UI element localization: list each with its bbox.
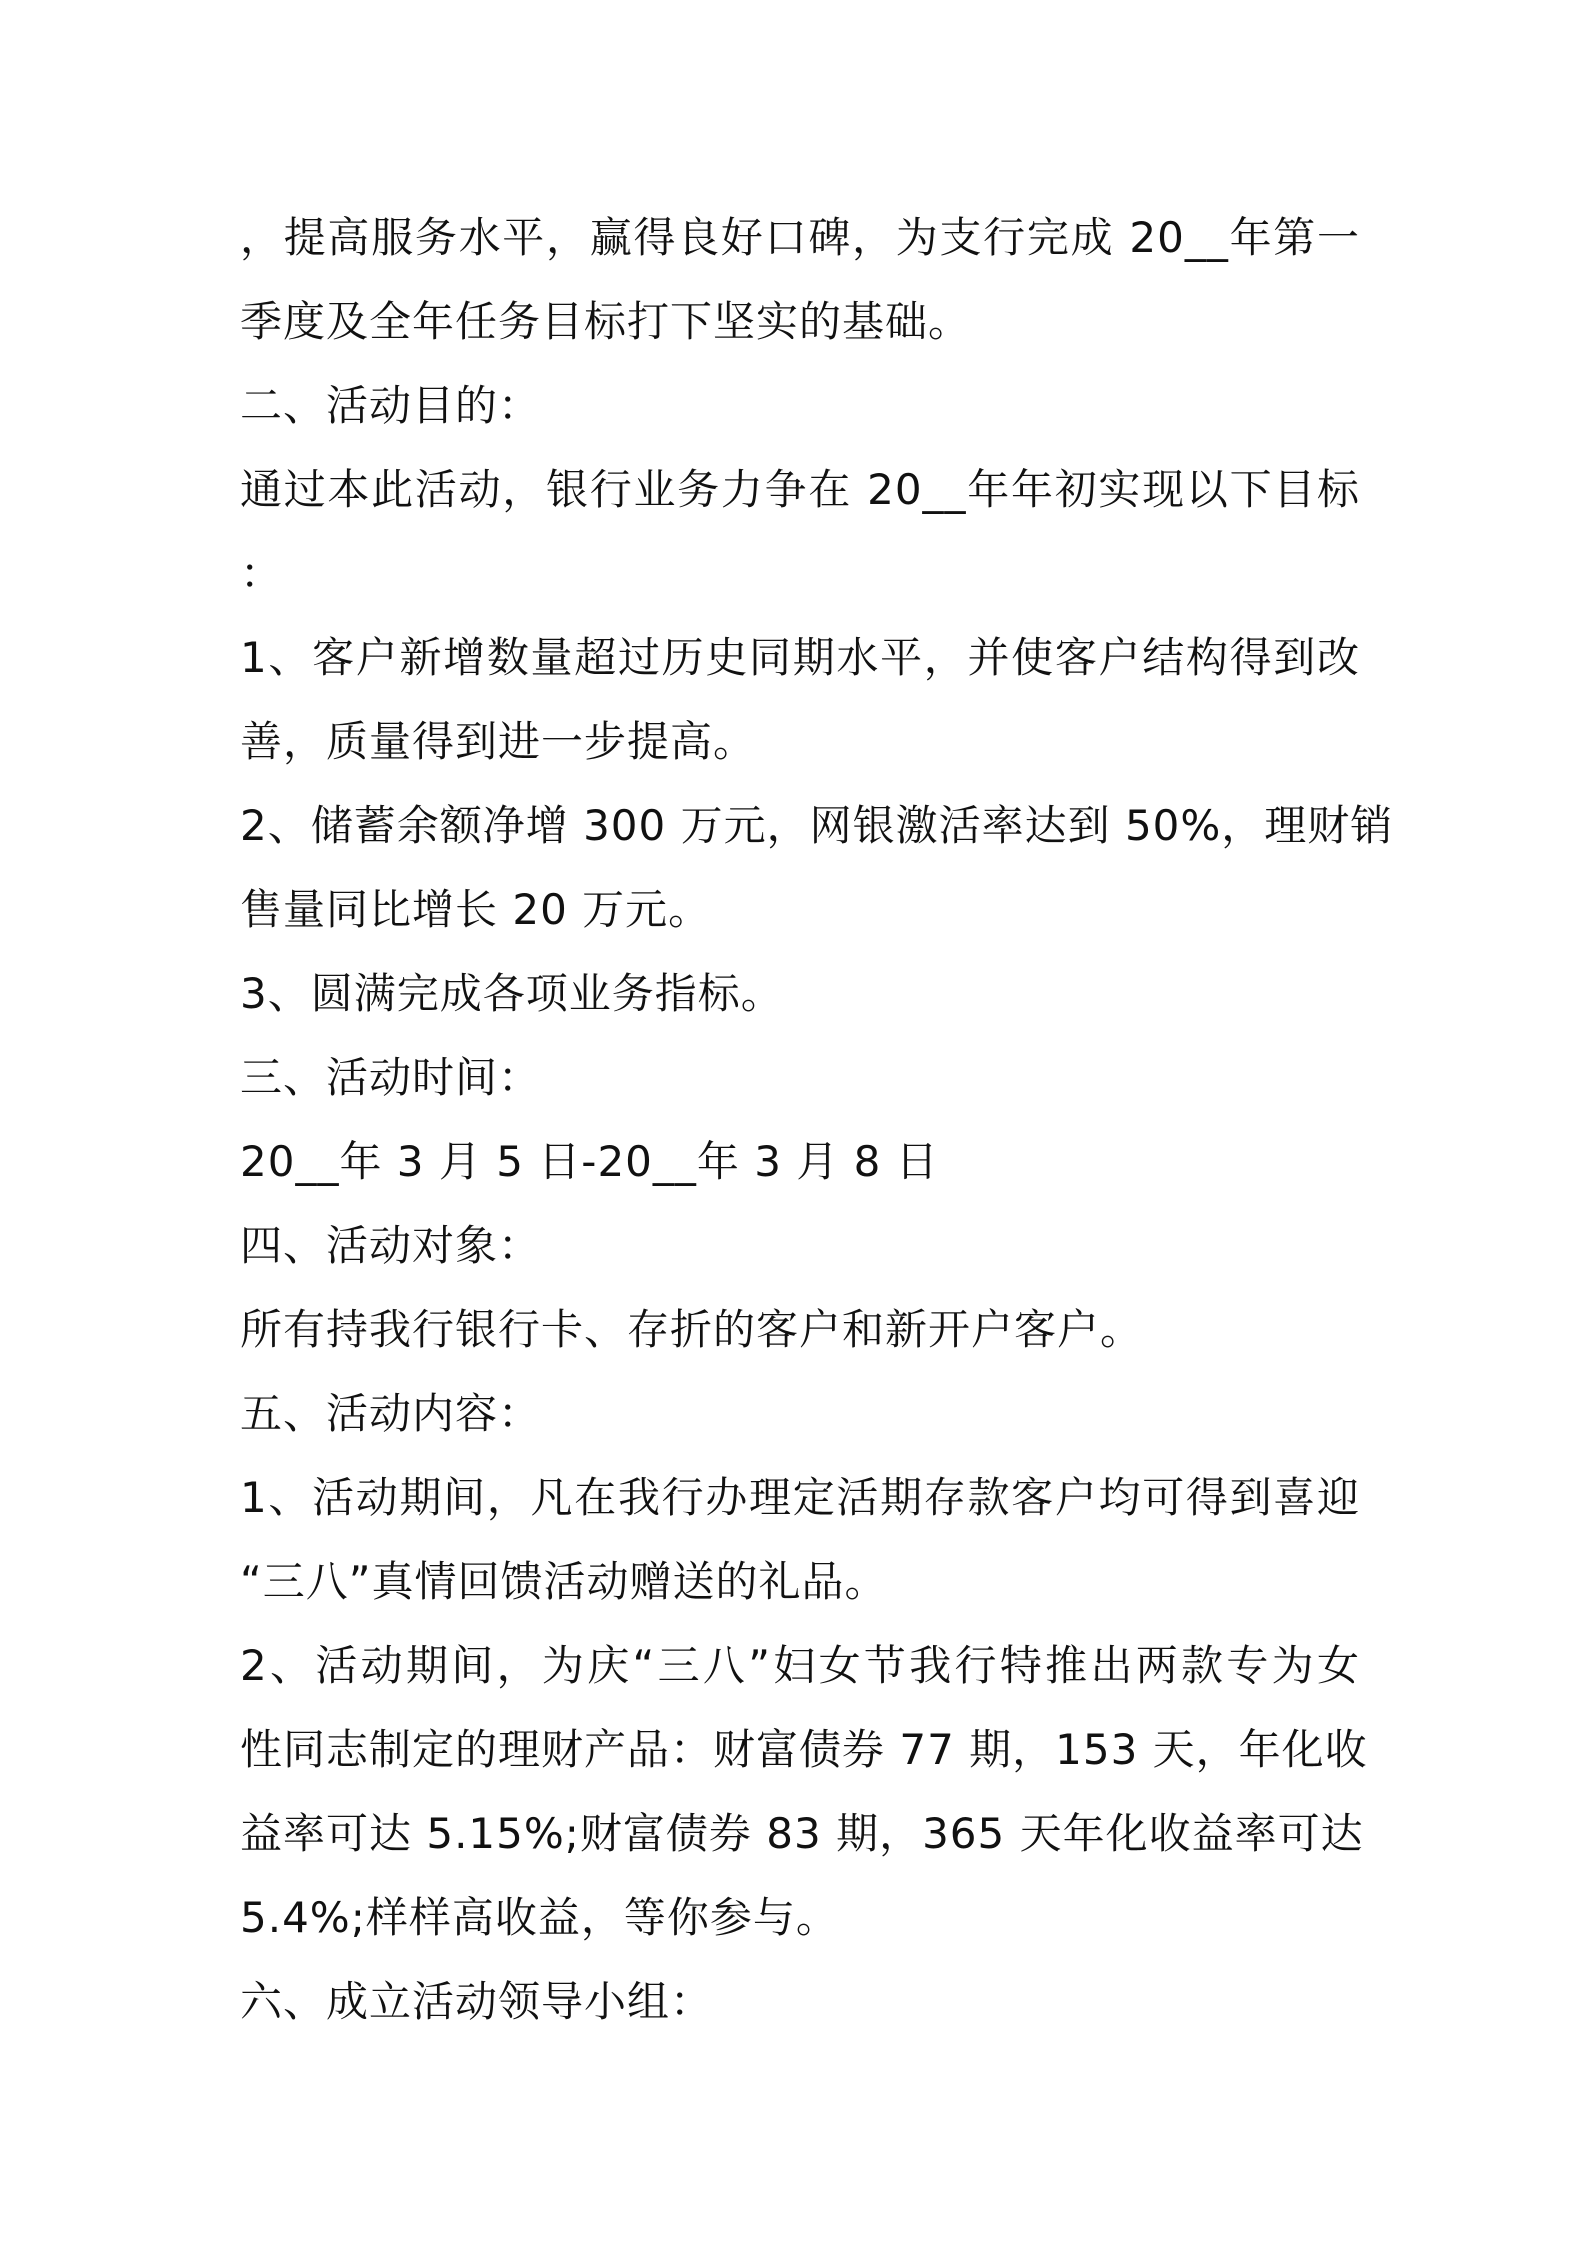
section-heading-leadership: 六、成立活动领导小组：	[240, 1977, 714, 2026]
body-text-line: 20__年 3 月 5 日-20__年 3 月 8 日	[240, 1137, 939, 1186]
section-heading-content: 五、活动内容：	[240, 1389, 542, 1438]
list-item-line: 2、储蓄余额净增 300 万元，网银激活率达到 50%，理财销	[240, 801, 1394, 850]
list-item-line: 售量同比增长 20 万元。	[240, 885, 712, 934]
body-text-line: 通过本此活动，银行业务力争在 20__年年初实现以下目标	[240, 465, 1360, 514]
list-item-line: 5.4%;样样高收益，等你参与。	[240, 1893, 839, 1942]
list-item-line: 1、活动期间，凡在我行办理定活期存款客户均可得到喜迎	[240, 1473, 1360, 1522]
section-heading-time: 三、活动时间：	[240, 1053, 542, 1102]
document-body	[240, 196, 1394, 2044]
body-text-line: 季度及全年任务目标打下坚实的基础。	[240, 297, 972, 346]
list-item-line: 益率可达 5.15%;财富债券 83 期，365 天年化收益率可达	[240, 1809, 1364, 1858]
body-text-line: 所有持我行银行卡、存折的客户和新开户客户。	[240, 1305, 1144, 1354]
list-item-line: 性同志制定的理财产品：财富债券 77 期，153 天，年化收	[240, 1725, 1368, 1774]
section-heading-purpose: 二、活动目的：	[240, 381, 542, 430]
list-item-line: 1、客户新增数量超过历史同期水平，并使客户结构得到改	[240, 633, 1360, 682]
list-item-line: “三八”真情回馈活动赠送的礼品。	[240, 1557, 888, 1606]
list-item-line: 3、圆满完成各项业务指标。	[240, 969, 784, 1018]
list-item-line: 善，质量得到进一步提高。	[240, 717, 757, 766]
list-item-line: 2、活动期间，为庆“三八”妇女节我行特推出两款专为女	[240, 1641, 1360, 1690]
body-text-line: ：	[240, 549, 284, 598]
body-text-line: ，提高服务水平，赢得良好口碑，为支行完成 20__年第一	[240, 213, 1360, 262]
section-heading-audience: 四、活动对象：	[240, 1221, 542, 1270]
